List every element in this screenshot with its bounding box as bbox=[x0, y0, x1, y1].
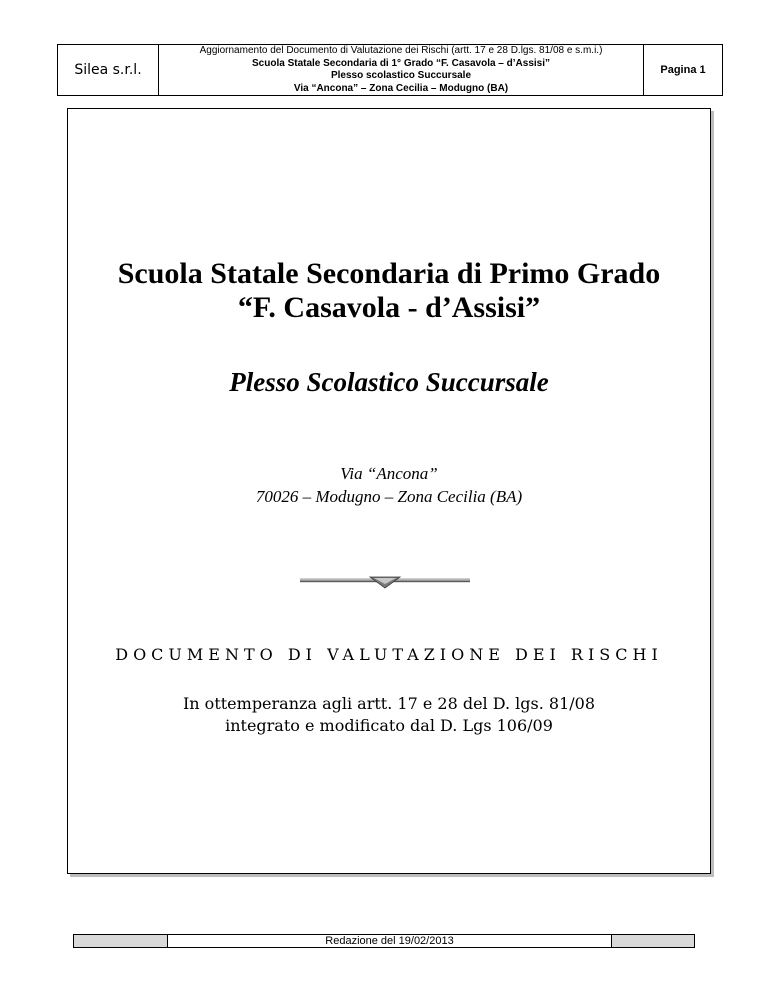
page-number: Pagina 1 bbox=[643, 45, 722, 95]
page-footer bbox=[73, 934, 695, 948]
header-line-2: Scuola Statale Secondaria di 1° Grado “F. Casavola – d’Assisi” bbox=[252, 57, 550, 69]
cover-subtitle: Plesso Scolastico Succursale bbox=[229, 367, 549, 397]
address-line-1: Via “Ancona” bbox=[340, 464, 438, 483]
header-line-1: Aggiornamento del Documento di Valutazione dei Rischi (artt. 17 e 28 D.lgs. 81/08 e s.m.i.) bbox=[199, 45, 603, 56]
header-line-3: Plesso scolastico Succursale bbox=[330, 70, 472, 81]
cover-title bbox=[68, 257, 710, 325]
cover-address bbox=[68, 462, 710, 508]
header-description bbox=[159, 45, 643, 95]
header-line-4: Via “Ancona” – Zona Cecilia – Modugno (BA) bbox=[293, 82, 509, 94]
document-title: DOCUMENTO DI VALUTAZIONE DEI RISCHI bbox=[115, 645, 663, 664]
document-subtitle-line-2: integrato e modificato dal D. Lgs 106/09 bbox=[225, 716, 553, 735]
document-subtitle-line-1: In ottemperanza agli artt. 17 e 28 del D. lgs. 81/08 bbox=[182, 694, 596, 713]
cover-title-line-1: Scuola Statale Secondaria di Primo Grado bbox=[117, 257, 661, 290]
cover-frame bbox=[67, 108, 711, 874]
cover-title-line-2: “F. Casavola - d’Assisi” bbox=[237, 291, 541, 324]
footer-right-cell bbox=[611, 935, 694, 947]
ornamental-divider bbox=[300, 572, 470, 590]
page-header bbox=[57, 44, 723, 96]
company-name: Silea s.r.l. bbox=[58, 45, 159, 95]
footer-left-cell bbox=[74, 935, 168, 947]
address-line-2: 70026 – Modugno – Zona Cecilia (BA) bbox=[255, 487, 523, 506]
footer-revision-date: Redazione del 19/02/2013 bbox=[325, 935, 454, 947]
document-subtitle bbox=[68, 693, 710, 737]
